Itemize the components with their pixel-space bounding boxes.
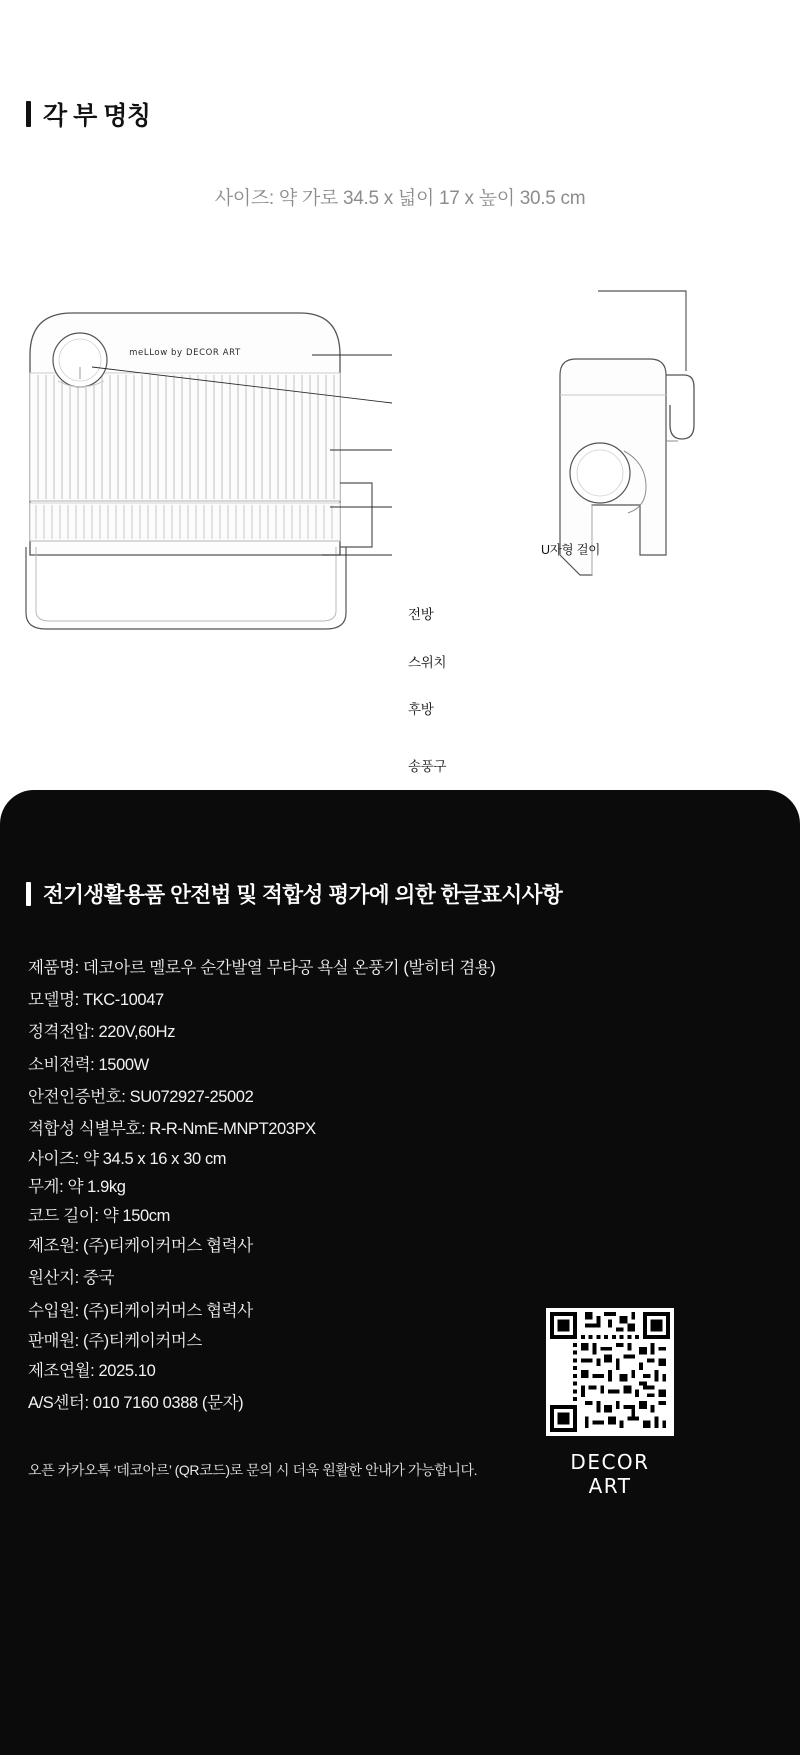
spec-item: 제품명: 데코아르 멜로우 순간발열 무타공 욕실 온풍기 (발히터 겸용) [28,959,496,977]
product-logo-text: meLLow by DECOR ART [129,348,241,358]
title-accent-bar [26,101,31,127]
spec-item: 판매원: (주)티케이커머스 [28,1331,202,1350]
qr-code-icon[interactable] [546,1308,674,1436]
spec-item: 정격전압: 220V,60Hz [28,1023,176,1042]
safety-info-section [0,790,800,1755]
spec-item: 적합성 식별부호: R-R-NmE-MNPT203PX [28,1119,316,1138]
callout-u-hanger: U자형 걸이 [541,543,601,557]
kakao-note: 오픈 카카오톡 ‘데코아르’ (QR코드)로 문의 시 더욱 원활한 안내가 가능합니다. [28,1462,478,1478]
callout-front: 전방 [408,607,434,622]
brand-mark: DECOR ART [570,1450,650,1498]
qr-block [546,1308,674,1498]
spec-item: A/S센터: 010 7160 0388 (문자) [28,1394,244,1413]
spec-list [28,952,568,1419]
callout-switch: 스위치 [408,655,447,670]
size-note: 사이즈: 약 가로 34.5 x 넓이 17 x 높이 30.5 cm [214,188,586,209]
spec-item: 소비전력: 1500W [28,1055,149,1074]
product-diagram-svg [0,255,800,675]
spec-item: 안전인증번호: SU072927-25002 [28,1087,254,1106]
spec-item: 제조연월: 2025.10 [28,1362,156,1381]
spec-item: 사이즈: 약 34.5 x 16 x 30 cm [28,1150,227,1169]
safety-heading-text: 전기생활용품 안전법 및 적합성 평가에 의한 한글표시사항 [43,883,563,907]
callout-air-outlet: 송풍구 [408,759,447,774]
diagram-area [0,255,800,774]
spec-item: 제조원: (주)티케이커머스 협력사 [28,1237,253,1256]
spec-item: 모델명: TKC-10047 [28,991,164,1010]
spec-item: 원산지: 중국 [28,1269,115,1288]
callout-rear: 후방 [408,702,434,717]
spec-item: 코드 길이: 약 150cm [28,1206,170,1225]
page-title [26,96,151,132]
spec-item: 무게: 약 1.9kg [28,1178,126,1197]
safety-heading [26,878,562,909]
page-title-text: 각 부 명칭 [43,102,151,130]
parts-diagram-section [0,0,800,790]
safety-accent-bar [26,882,31,906]
spec-item: 수입원: (주)티케이커머스 협력사 [28,1301,253,1320]
